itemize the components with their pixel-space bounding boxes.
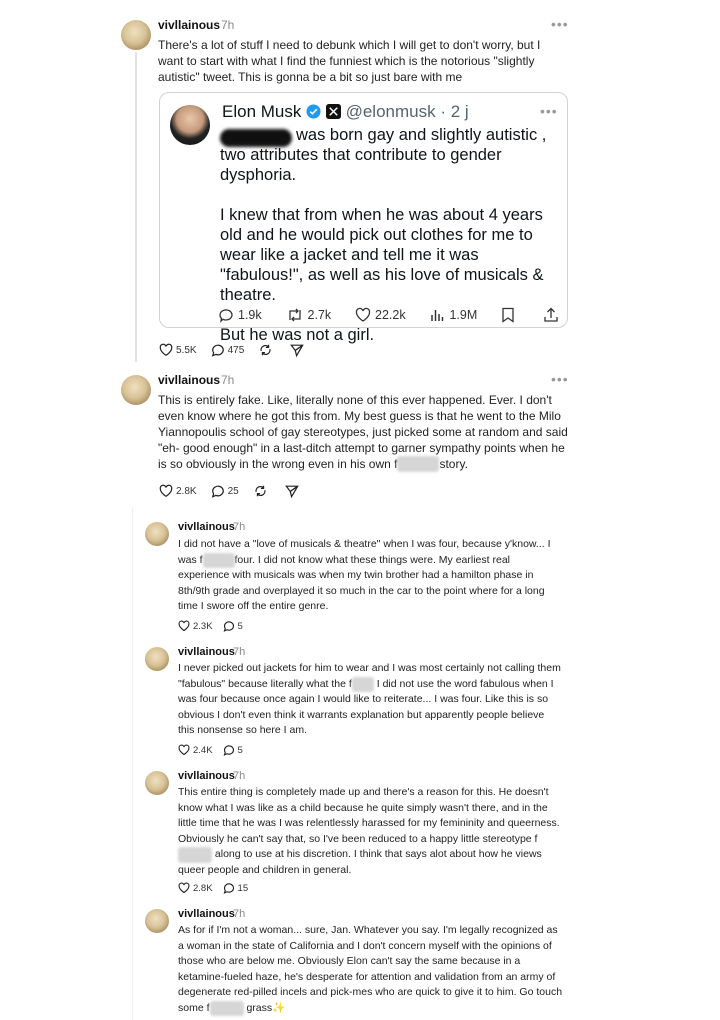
comment-count: 5 — [237, 620, 243, 632]
like-count: 2.3K — [193, 620, 213, 632]
post-actions — [159, 343, 321, 357]
post-text-part: This entire thing is completely made up and there's a reason for this. He doesn't know what I was like as a child because he quite simply wasn't there, and in the little time that he was I was relentlessly harassed for my femininity and queerness. Obviously he can't say that, so I've been reduced to a happy little stereotype f — [178, 786, 563, 845]
censor-blur — [178, 847, 212, 863]
post-actions — [178, 620, 257, 632]
reply-icon — [218, 307, 234, 323]
repost-button[interactable] — [253, 484, 271, 498]
embedded-tweet[interactable] — [159, 92, 568, 344]
avatar[interactable] — [145, 647, 169, 671]
avatar[interactable] — [145, 771, 169, 795]
like-button[interactable] — [178, 744, 213, 756]
embedded-more-icon[interactable]: ••• — [540, 103, 558, 119]
heart-icon — [159, 343, 173, 357]
heart-icon — [355, 307, 371, 323]
send-icon — [285, 484, 299, 498]
post-handle[interactable]: vivllainous — [178, 521, 235, 533]
comment-icon — [223, 620, 235, 632]
embedded-text: was born gay and slightly autistic , two attributes that contribute to gender dysphoria. I knew that from when he was about 4 years old and he would pick out clothes for me to wear like a jacket and tell me it was "fabulous!", as well as his love of musicals & theatre. But he was not a girl. — [220, 126, 547, 344]
post-text-part: This is entirely fake. Like, literally none of this ever happened. Ever. I don't even know where he got this from. My best guess is that he went to the Milo Yiannopoulis school of gay stereotypes, just picked some at random and said "eh- good enough" in a last-ditch attempt to garner sympathy points when he is so obviously in the wrong even in his own f — [158, 393, 572, 471]
repost-icon — [286, 307, 304, 323]
embedded-likes: 22.2k — [375, 308, 406, 322]
post-text-part: I did not have a "love of musicals & theatre" when I was four, because y'know... I was f — [178, 538, 554, 566]
share-button[interactable] — [543, 307, 563, 323]
embedded-time: · 2 j — [440, 102, 469, 121]
comment-button[interactable] — [211, 343, 245, 357]
post-time: 7h — [233, 646, 246, 658]
post-text-part: four. I did not know what these things were. My earliest real experience with musicals was when my twin brother had a hamilton phase in 8th/9th grade and overplayed it so much in the car to the point where for a long time I swore off the entire genre. — [178, 553, 548, 612]
comment-button[interactable] — [211, 484, 239, 498]
more-options-icon[interactable]: ••• — [551, 371, 569, 387]
heart-icon — [178, 744, 190, 756]
comment-icon — [223, 882, 235, 894]
post-text — [178, 661, 563, 739]
avatar[interactable] — [145, 909, 169, 933]
post-time: 7h — [221, 18, 235, 32]
embedded-views-button[interactable] — [429, 307, 477, 323]
post-actions — [159, 484, 316, 498]
censor-blur — [203, 553, 235, 569]
avatar[interactable] — [145, 522, 169, 546]
censor-blur — [397, 456, 439, 472]
heart-icon — [178, 620, 190, 632]
comment-count: 475 — [227, 344, 245, 356]
post-text-part: grass — [246, 1001, 273, 1014]
bookmark-icon — [501, 307, 515, 323]
post-time: 7h — [221, 373, 235, 387]
post-text — [178, 537, 563, 615]
post-text-part: along to use at his discretion. I think that says alot about how he views queer people and children in general. — [178, 848, 545, 876]
verified-badge-icon — [306, 104, 321, 124]
bookmark-button[interactable] — [501, 307, 519, 323]
share-icon — [543, 307, 559, 323]
like-button[interactable] — [178, 620, 213, 632]
post-handle[interactable]: vivllainous — [178, 908, 235, 920]
embedded-author-row — [222, 102, 469, 124]
embedded-like-button[interactable] — [355, 307, 406, 323]
send-button[interactable] — [285, 484, 302, 498]
embedded-views: 1.9M — [449, 308, 478, 322]
heart-icon — [159, 484, 173, 498]
post-text: There's a lot of stuff I need to debunk which I will get to don't worry, but I want to start with what I find the funniest which is the notorious "slightly autistic" tweet. This is gonna be a bit so just bare with me — [158, 38, 544, 84]
comment-icon — [211, 343, 225, 357]
heart-icon — [178, 882, 190, 894]
repost-button[interactable] — [258, 343, 276, 357]
send-button[interactable] — [290, 343, 307, 357]
more-options-icon[interactable]: ••• — [551, 16, 569, 32]
post-handle[interactable]: vivllainous — [158, 373, 221, 387]
like-button[interactable] — [178, 882, 213, 894]
post-text — [158, 392, 570, 472]
embedded-replies: 1.9k — [238, 308, 262, 322]
like-count: 5.5K — [176, 344, 197, 356]
like-count: 2.8K — [193, 882, 213, 894]
post-text — [178, 785, 563, 878]
embedded-author-name[interactable]: Elon Musk — [222, 102, 302, 121]
embedded-handle[interactable]: @elonmusk — [345, 102, 436, 121]
comment-button[interactable] — [223, 744, 243, 756]
post-time: 7h — [233, 908, 246, 920]
post-time: 7h — [233, 770, 246, 782]
embedded-reposts: 2.7k — [307, 308, 332, 322]
censor-blur — [210, 1001, 244, 1017]
comment-icon — [211, 484, 225, 498]
embedded-repost-button[interactable] — [286, 307, 332, 323]
post-text-part: I did not use the word fabulous when I was four because once again I would like to reiterate... I was four. Like this is so obvious I don't even think it warrants explanation but apparently people believe this nonsense so here I am. — [178, 677, 557, 736]
post-actions — [178, 882, 262, 894]
comment-icon — [223, 744, 235, 756]
thread-line — [135, 52, 137, 362]
repost-icon — [253, 484, 268, 498]
embedded-avatar[interactable] — [170, 105, 210, 145]
views-chart-icon — [429, 307, 445, 323]
embedded-reply-button[interactable] — [218, 307, 262, 323]
comment-count: 25 — [227, 485, 239, 497]
send-icon — [290, 343, 304, 357]
post-handle[interactable]: vivllainous — [158, 18, 221, 32]
post-text-part: story. — [439, 457, 468, 471]
post-handle[interactable]: vivllainous — [178, 770, 235, 782]
like-count: 2.4K — [193, 744, 213, 756]
x-brand-icon — [326, 104, 341, 124]
post-time: 7h — [233, 521, 246, 533]
post-text-part: I never picked out jackets for him to wear and I was most certainly not calling them "fabulous" because literally what the f — [178, 662, 564, 690]
censor-blur — [352, 677, 374, 693]
post-text-part: As for if I'm not a woman... sure, Jan. Whatever you say. I'm legally recognized as a woman in the state of California and I don't concern myself with the opinions of those who are below me. Obviously Elon can't say the same because in a ketamine-fueled haze, he's desperate for attention and validation from an army of degenerate red-pilled incels and pick-mes who are quick to give it to him. Go touch some f — [178, 924, 565, 1014]
embedded-actions — [218, 307, 563, 323]
like-count: 2.8K — [176, 485, 197, 497]
repost-icon — [258, 343, 273, 357]
comment-count: 5 — [237, 744, 243, 756]
avatar[interactable] — [121, 20, 151, 50]
like-button[interactable] — [159, 343, 197, 357]
post-actions — [178, 744, 257, 756]
comment-button[interactable] — [223, 620, 243, 632]
avatar[interactable] — [121, 375, 151, 405]
post-handle[interactable]: vivllainous — [178, 646, 235, 658]
post-text — [178, 923, 563, 1016]
comment-button[interactable] — [223, 882, 249, 894]
sparkles-emoji: ✨ — [272, 1001, 286, 1014]
comment-count: 15 — [237, 882, 249, 894]
like-button[interactable] — [159, 484, 197, 498]
